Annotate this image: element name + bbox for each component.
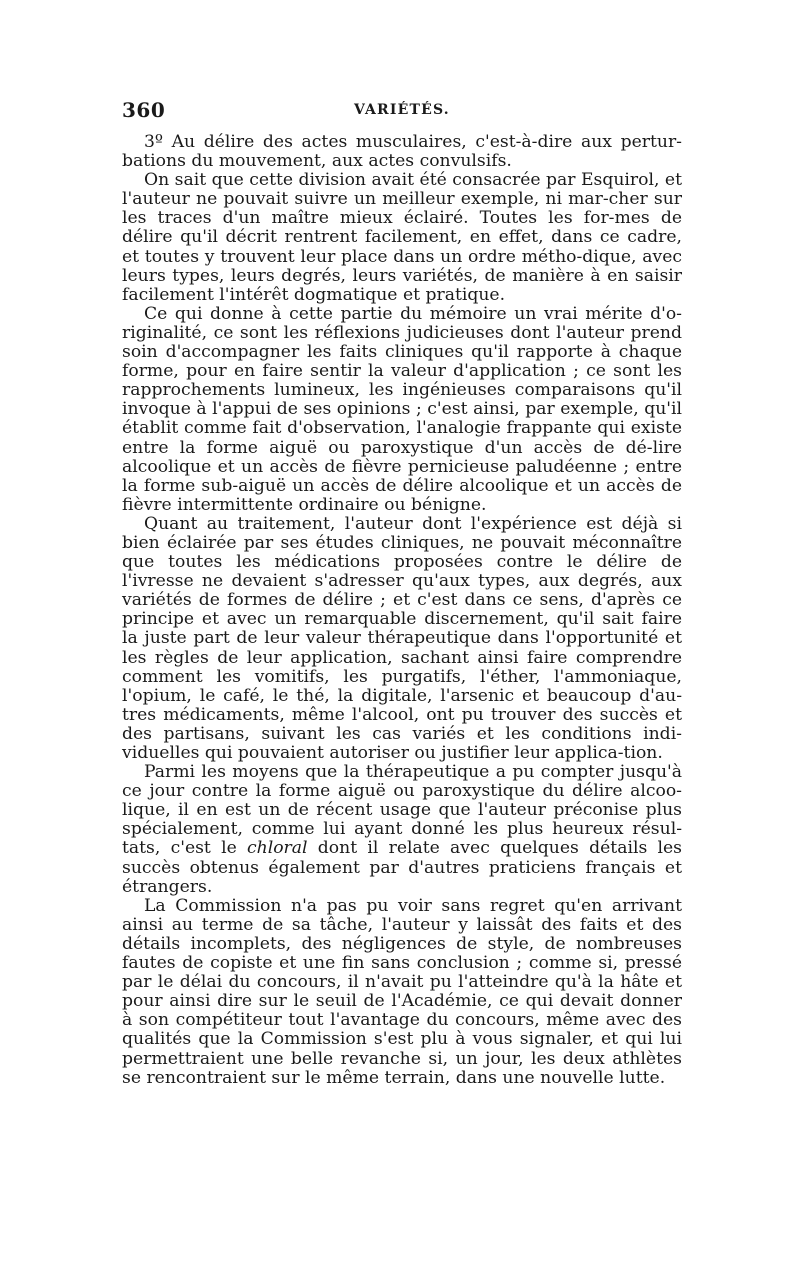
paragraph-delire-musculaire: 3º Au délire des actes musculaires, c'est-à-dire aux pertur-bations du mouvement, aux actes convulsifs. — [122, 132, 682, 172]
paragraph-commission: La Commission n'a pas pu voir sans regret qu'en arrivant ainsi au terme de sa tâche, l'auteur y laissât des faits et des détails incomplets, des négligences de style, de nombreuses fautes de copiste et une fin sans conclusion ; comme si, pressé par le délai du concours, il n'avait pu l'atteindre qu'à la hâte et pour ainsi dire sur le seuil de l'Académie, ce qui devait donner à son compétiteur tout l'avantage du concours, même avec des qualités que la Commission s'est plu à vous signaler, et qui lui permettraient une belle revanche si, un jour, les deux athlètes se rencontraient sur le même terrain, dans une nouvelle lutte. — [122, 895, 682, 1088]
page-header — [122, 98, 682, 124]
paragraph-chloral: Parmi les moyens que la thérapeutique a pu compter jusqu'à ce jour contre la forme aiguë ou paroxystique du délire alcoo-lique, il en est un de récent usage que l'auteur préconise plus spécialement, comme lui ayant donné les plus heureux résul-tats, c'est le chloral dont il relate avec quelques détails les succès obtenus également par d'autres praticiens français et étrangers. — [122, 762, 682, 897]
paragraph-division-esquirol: On sait que cette division avait été consacrée par Esquirol, et l'auteur ne pouvait suivre un meilleur exemple, ni mar-cher sur les traces d'un maître mieux éclairé. Toutes les for-mes de délire qu'il décrit rentrent facilement, en effet, dans ce cadre, et toutes y trouvent leur place dans un ordre métho-dique, avec leurs types, leurs degrés, leurs variétés, de manière à en saisir facilement l'intérêt dogmatique et pratique. — [122, 170, 682, 305]
paragraph-traitement: Quant au traitement, l'auteur dont l'expérience est déjà si bien éclairée par ses études cliniques, ne pouvait méconnaître que toutes les médications proposées contre le délire de l'ivresse ne devaient s'adresser qu'aux types, aux degrés, aux variétés de formes de délire ; et c'est dans ce sens, d'après ce principe et avec un remarquable discernement, qu'il sait faire la juste part de leur valeur thérapeutique dans l'opportunité et les règles de leur application, sachant ainsi faire comprendre comment les vomitifs, les purgatifs, l'éther, l'ammoniaque, l'opium, le café, le thé, la digitale, l'arsenic et beaucoup d'au-tres médicaments, même l'alcool, ont pu trouver des succès et des partisans, suivant les cas variés et les conditions indi-viduelles qui pouvaient autoriser ou justifier leur applica-tion. — [122, 513, 682, 763]
page-number: 360 — [122, 98, 166, 122]
paragraph-originalite: Ce qui donne à cette partie du mémoire un vrai mérite d'o-riginalité, ce sont les réflexions judicieuses dont l'auteur prend soin d'accompagner les faits cliniques qu'il rapporte à chaque forme, pour en faire sentir la valeur d'application ; ce sont les rapprochements lumineux, les ingénieuses comparaisons qu'il invoque à l'appui de ses opinions ; c'est ainsi, par exemple, qu'il établit comme fait d'observation, l'analogie frappante qui existe entre la forme aiguë ou paroxystique d'un accès de dé-lire alcoolique et un accès de fièvre pernicieuse paludéenne ; entre la forme sub-aiguë un accès de délire alcoolique et un accès de fièvre intermittente ordinaire ou bénigne. — [122, 303, 682, 515]
body-text — [122, 133, 682, 1088]
chloral-emphasis: chloral — [247, 838, 308, 859]
running-head: VARIÉTÉS. — [354, 102, 450, 118]
